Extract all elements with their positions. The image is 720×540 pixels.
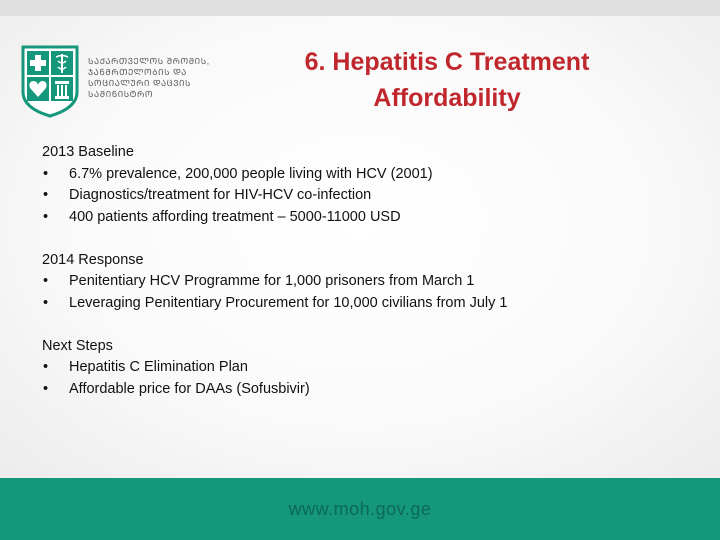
bullet-icon: • bbox=[43, 380, 49, 397]
bullet-list bbox=[42, 357, 692, 400]
section-heading: Next Steps bbox=[42, 337, 113, 354]
list-item bbox=[42, 164, 692, 186]
footer-url: www.moh.gov.ge bbox=[288, 499, 432, 519]
section-2013-baseline bbox=[42, 142, 692, 228]
ministry-name bbox=[88, 56, 238, 100]
list-item bbox=[42, 293, 692, 315]
slide-content bbox=[42, 142, 692, 422]
bullet-icon: • bbox=[43, 273, 49, 289]
pillar-icon bbox=[55, 81, 69, 99]
ministry-name-line: ᲯᲐᲜᲛᲠᲗᲔᲚᲝᲑᲘᲡ ᲓᲐ bbox=[88, 67, 187, 77]
footer-band bbox=[0, 478, 720, 540]
list-item-text: Affordable price for DAAs (Sofusbivir) bbox=[69, 380, 310, 397]
list-item-text: Hepatitis C Elimination Plan bbox=[69, 359, 248, 375]
bullet-icon: • bbox=[43, 294, 49, 311]
list-item-text: 400 patients affording treatment – 5000-11000 USD bbox=[69, 208, 401, 225]
slide-title-line: Affordability bbox=[373, 84, 521, 112]
bullet-icon: • bbox=[43, 208, 49, 225]
list-item bbox=[42, 207, 692, 229]
slide-title bbox=[272, 44, 622, 116]
bullet-list bbox=[42, 164, 692, 229]
top-band bbox=[0, 0, 720, 16]
section-heading: 2013 Baseline bbox=[42, 144, 134, 160]
section-heading: 2014 Response bbox=[42, 251, 144, 268]
slide-title-line: 6. Hepatitis C Treatment bbox=[304, 48, 590, 76]
bullet-icon: • bbox=[43, 359, 49, 375]
list-item bbox=[42, 379, 692, 401]
ministry-name-line: ᲡᲝᲪᲘᲐᲚᲣᲠᲘ ᲓᲐᲪᲕᲘᲡ bbox=[88, 78, 192, 88]
ministry-name-line: ᲡᲐᲛᲘᲜᲘᲡᲢᲠᲝ bbox=[88, 89, 154, 99]
list-item-text: 6.7% prevalence, 200,000 people living with HCV (2001) bbox=[69, 165, 433, 182]
bullet-icon: • bbox=[43, 187, 49, 203]
list-item bbox=[42, 357, 692, 379]
ministry-logo bbox=[20, 44, 80, 118]
list-item bbox=[42, 271, 692, 293]
section-next-steps bbox=[42, 336, 692, 401]
list-item bbox=[42, 185, 692, 207]
list-item-text: Penitentiary HCV Programme for 1,000 prisoners from March 1 bbox=[69, 273, 475, 289]
bullet-icon: • bbox=[43, 165, 49, 182]
section-2014-response bbox=[42, 250, 692, 315]
bullet-list bbox=[42, 271, 692, 314]
list-item-text: Diagnostics/treatment for HIV-HCV co-infection bbox=[69, 187, 372, 203]
list-item-text: Leveraging Penitentiary Procurement for 10,000 civilians from July 1 bbox=[69, 294, 508, 311]
ministry-name-line: ᲡᲐᲥᲐᲠᲗᲕᲔᲚᲝᲡ ᲨᲠᲝᲛᲘᲡ, bbox=[88, 56, 210, 66]
